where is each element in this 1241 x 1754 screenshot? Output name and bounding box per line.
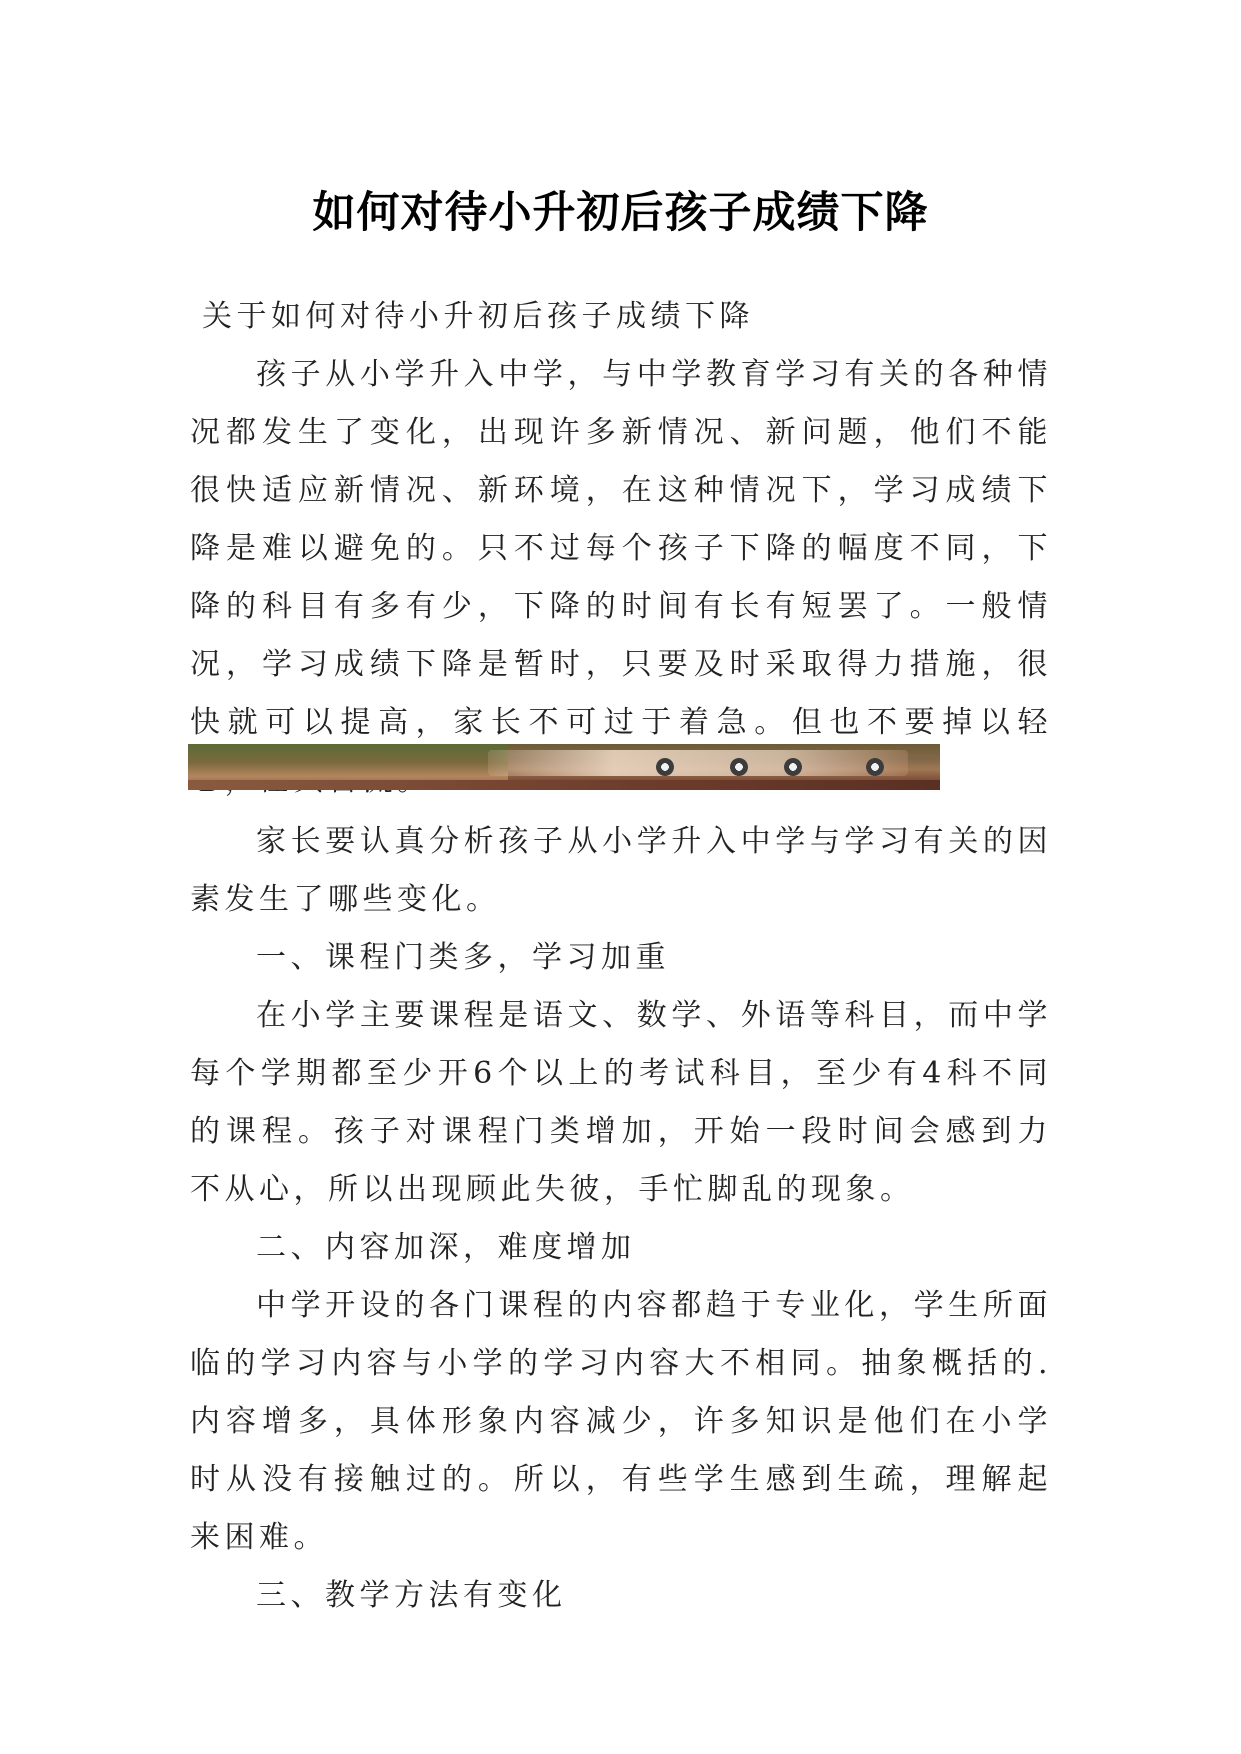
banner-wheel-icon (784, 758, 802, 776)
banner-wheel-icon (730, 758, 748, 776)
paragraph-intro: 孩子从小学升入中学，与中学教育学习有关的各种情况都发生了变化，出现许多新情况、新问题，他们不能很快适应新情况、新环境，在这种情况下，学习成绩下降是难以避免的。只不过每个孩子下降的幅度不同，下降的科目有多有少，下降的时间有长有短罢了。一般情况，学习成绩下降是暂时，只要及时采取得力措施，很快就可以提高，家长不可过于着急。但也不要掉以轻 (190, 357, 1052, 740)
decorative-banner-image (188, 744, 940, 790)
document-subtitle: 关于如何对待小升初后孩子成绩下降 (202, 299, 754, 334)
banner-wheel-icon (656, 758, 674, 776)
section-2-text: 中学开设的各门课程的内容都趋于专业化，学生所面临的学习内容与小学的学习内容大不相同。抽象概括的.内容增多，具体形象内容减少，许多知识是他们在小学时从没有接触过的。所以，有些学生感到生疏，理解起来困难。 (190, 1288, 1052, 1555)
document-title: 如何对待小升初后孩子成绩下降 (312, 187, 929, 238)
document-body-top (190, 288, 1052, 810)
banner-wheel-icon (866, 758, 884, 776)
section-2-heading: 二、内容加深，难度增加 (256, 1230, 636, 1265)
banner-bottom-stripe (188, 780, 940, 790)
section-3-heading: 三、教学方法有变化 (256, 1578, 567, 1613)
paragraph-after-image: 家长要认真分析孩子从小学升入中学与学习有关的因素发生了哪些变化。 (190, 824, 1052, 917)
section-1-text: 在小学主要课程是语文、数学、外语等科目，而中学每个学期都至少开6个以上的考试科目，至少有4科不同的课程。孩子对课程门类增加，开始一段时间会感到力不从心，所以出现顾此失彼，手忙脚乱的现象。 (190, 998, 1052, 1207)
section-1-heading: 一、课程门类多，学习加重 (256, 940, 670, 975)
banner-band-light (488, 750, 908, 776)
document-body-bottom (190, 813, 1052, 1625)
